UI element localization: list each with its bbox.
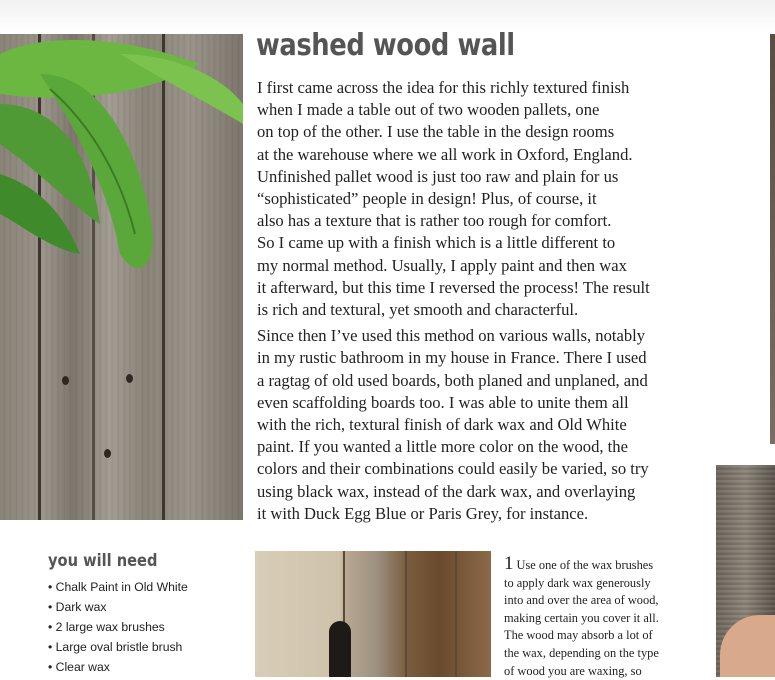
list-item: • Chalk Paint in Old White xyxy=(48,577,188,597)
list-item: • Large oval bristle brush xyxy=(48,637,188,657)
text-line: So I came up with a finish which is a little different to xyxy=(257,233,616,253)
text-line: in my rustic bathroom in my house in France. There I used xyxy=(257,348,647,368)
plank-seam xyxy=(405,551,407,677)
step-number: 1 xyxy=(504,553,514,574)
text-line: The wood may absorb a lot of xyxy=(504,628,653,643)
text-line: Unfinished pallet wood is just too raw and plain for us xyxy=(257,166,619,186)
text-line: also has a texture that is rather too rough for comfort. xyxy=(257,211,612,231)
text-line: at the warehouse where we all work in Oxford, England. xyxy=(257,144,633,164)
step-line: Use one of the wax brushes xyxy=(516,558,654,572)
text-line: colors and their combinations could easily be varied, so try xyxy=(257,459,649,479)
text-line: into and over the area of wood, xyxy=(504,593,659,608)
text-line: paint. If you wanted a little more color on the wood, the xyxy=(257,437,628,457)
text-line xyxy=(504,555,704,575)
text-line: when I made a table out of two wooden pallets, one xyxy=(257,100,600,120)
article-paragraph xyxy=(257,77,677,321)
hand-photo-detail xyxy=(720,615,775,677)
list-item: • 2 large wax brushes xyxy=(48,617,188,637)
list-item: • Clear wax xyxy=(48,657,188,677)
article-paragraph xyxy=(257,325,677,525)
wood-wall-photo xyxy=(0,34,243,520)
materials-list xyxy=(48,577,188,677)
text-line: using black wax, instead of the dark wax, and overlaying xyxy=(257,481,636,501)
step-photo xyxy=(255,551,491,677)
text-line: to apply dark wax generously xyxy=(504,575,651,590)
edge-photo-bottom xyxy=(716,465,775,677)
plant-leaves xyxy=(0,34,243,520)
text-line: making certain you cover it all. xyxy=(504,610,659,625)
step-instructions xyxy=(504,555,704,680)
edge-photo-top xyxy=(770,34,775,444)
text-line: of wood you are waxing, so xyxy=(504,663,642,678)
text-line: with the rich, textural finish of dark wax and Old White xyxy=(257,415,627,435)
text-line: it with Duck Egg Blue or Paris Grey, for instance. xyxy=(257,503,589,523)
plank-seam xyxy=(455,551,457,677)
article-title: washed wood wall xyxy=(256,28,515,63)
text-line: it afterward, but this time I reversed the process! The result xyxy=(257,277,650,297)
text-line: I first came across the idea for this richly textured finish xyxy=(257,78,630,97)
text-line: even scaffolding boards too. I was able to unite them all xyxy=(257,392,629,412)
text-line: Since then I’ve used this method on various walls, notably xyxy=(257,326,646,346)
text-line: a ragtag of old used boards, both planed and unplaned, and xyxy=(257,370,648,390)
article-body xyxy=(257,77,677,529)
text-line: my normal method. Usually, I apply paint and then wax xyxy=(257,255,627,275)
wax-brush-detail xyxy=(329,621,351,677)
list-item: • Dark wax xyxy=(48,597,188,617)
text-line: the wax, depending on the type xyxy=(504,645,659,660)
you-will-need-heading: you will need xyxy=(48,551,158,571)
text-line: “sophisticated” people in design! Plus, of course, it xyxy=(257,189,597,209)
text-line: is rich and textural, yet smooth and characterful. xyxy=(257,300,579,320)
text-line: on top of the other. I use the table in the design rooms xyxy=(257,122,615,142)
